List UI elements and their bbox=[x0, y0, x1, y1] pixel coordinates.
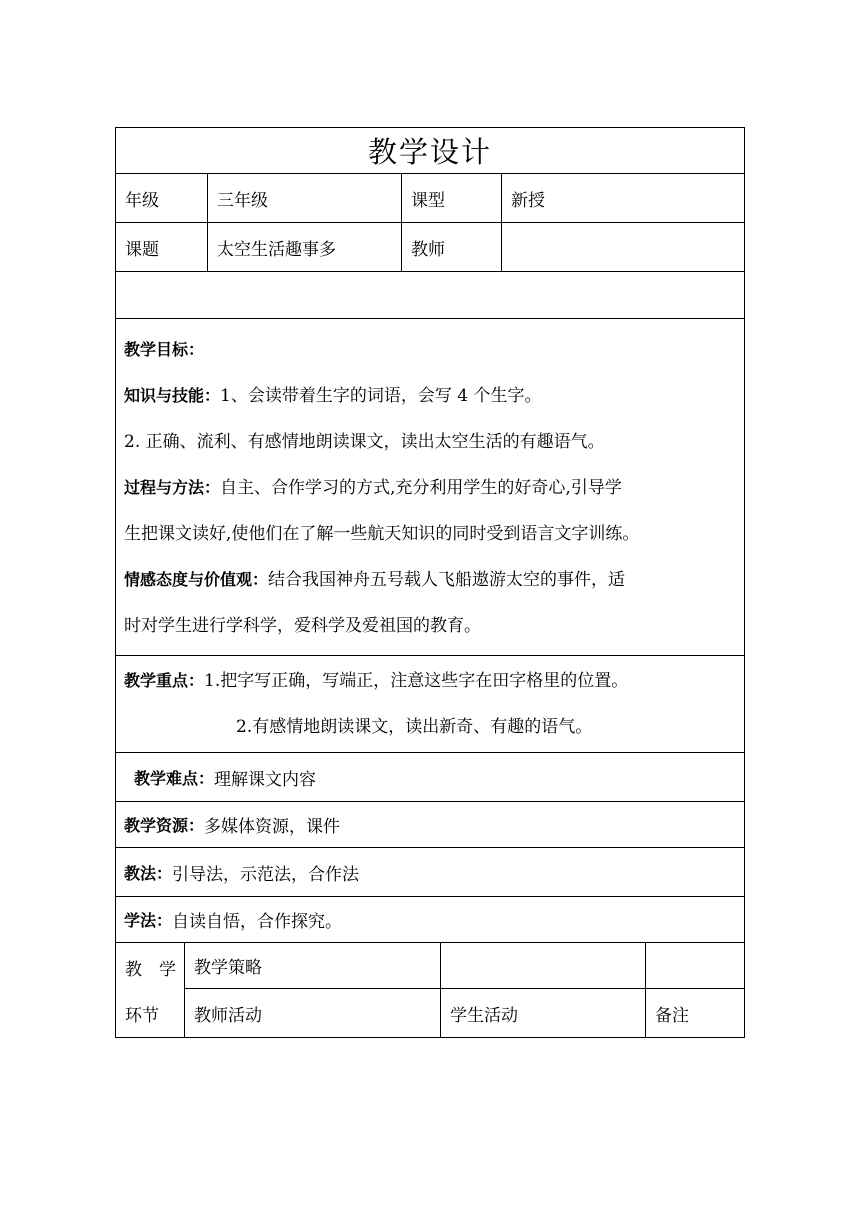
resources-text: 多媒体资源，课件 bbox=[204, 817, 341, 837]
lesson-plan-table bbox=[115, 127, 745, 1038]
difficulty-row bbox=[116, 753, 744, 802]
key-points-line-1: 1.把字写正确，写端正，注意这些字在田字格里的位置。 bbox=[204, 671, 629, 691]
teacher-label: 教师 bbox=[402, 223, 502, 271]
teaching-method-label: 教法： bbox=[124, 863, 173, 883]
resources-label: 教学资源： bbox=[124, 816, 205, 835]
emotion-label: 情感态度与价值观： bbox=[124, 570, 269, 589]
key-points-section bbox=[116, 656, 744, 753]
activity-row bbox=[185, 989, 744, 1037]
teacher-activity-label: 教师活动 bbox=[185, 989, 441, 1037]
knowledge-text: 1、会读带着生字的词语，会写 4 个生字。 bbox=[220, 386, 542, 406]
strategy-empty-cell-2 bbox=[646, 943, 744, 988]
grade-row bbox=[116, 174, 744, 223]
teaching-method-text: 引导法，示范法，合作法 bbox=[172, 864, 360, 885]
learning-method-label: 学法： bbox=[124, 911, 173, 930]
objectives-heading: 教学目标： bbox=[124, 340, 205, 359]
teaching-method-row bbox=[116, 848, 744, 897]
difficulty-label: 教学难点： bbox=[134, 768, 215, 788]
knowledge-label: 知识与技能： bbox=[124, 386, 221, 405]
teacher-value bbox=[502, 223, 744, 271]
grade-label: 年级 bbox=[116, 174, 208, 222]
strategy-empty-cell bbox=[441, 943, 646, 988]
lesson-type-label: 课型 bbox=[402, 174, 502, 222]
emotion-text-2: 时对学生进行学科学，爱科学及爱祖国的教育。 bbox=[124, 616, 481, 636]
strategy-row bbox=[185, 943, 744, 989]
difficulty-text: 理解课文内容 bbox=[214, 769, 317, 790]
grade-value: 三年级 bbox=[208, 174, 402, 222]
process-text: 自主、合作学习的方式,充分利用学生的好奇心,引导学 bbox=[220, 478, 622, 498]
key-points-label: 教学重点： bbox=[124, 671, 205, 690]
knowledge-text-2: 2. 正确、流利、有感情地朗读课文，读出太空生活的有趣语气。 bbox=[124, 432, 605, 452]
stage-label-bottom: 环节 bbox=[125, 1006, 159, 1026]
stage-label-top: 教 学 bbox=[125, 960, 176, 980]
blank-row bbox=[116, 272, 744, 319]
emotion-text: 结合我国神舟五号载人飞船遨游太空的事件，适 bbox=[268, 570, 626, 590]
learning-method-row bbox=[116, 897, 744, 943]
student-activity-label: 学生活动 bbox=[441, 989, 646, 1037]
process-label: 过程与方法： bbox=[124, 478, 221, 497]
remarks-label: 备注 bbox=[655, 1005, 689, 1026]
topic-label: 课题 bbox=[116, 223, 208, 271]
resources-row bbox=[116, 802, 744, 848]
topic-value: 太空生活趣事多 bbox=[208, 223, 402, 271]
strategy-label: 教学策略 bbox=[185, 943, 441, 988]
key-points-line-2: 2.有感情地朗读课文，读出新奇、有趣的语气。 bbox=[236, 717, 593, 737]
objectives-section bbox=[116, 319, 744, 656]
document-title: 教学设计 bbox=[116, 128, 744, 174]
stage-label-cell bbox=[116, 943, 185, 1037]
learning-method-text: 自读自悟，合作探究。 bbox=[172, 912, 343, 932]
lesson-type-value: 新授 bbox=[511, 190, 545, 211]
topic-row bbox=[116, 223, 744, 272]
procedure-header bbox=[116, 943, 744, 1037]
process-text-2: 生把课文读好,使他们在了解一些航天知识的同时受到语言文字训练。 bbox=[124, 524, 640, 544]
